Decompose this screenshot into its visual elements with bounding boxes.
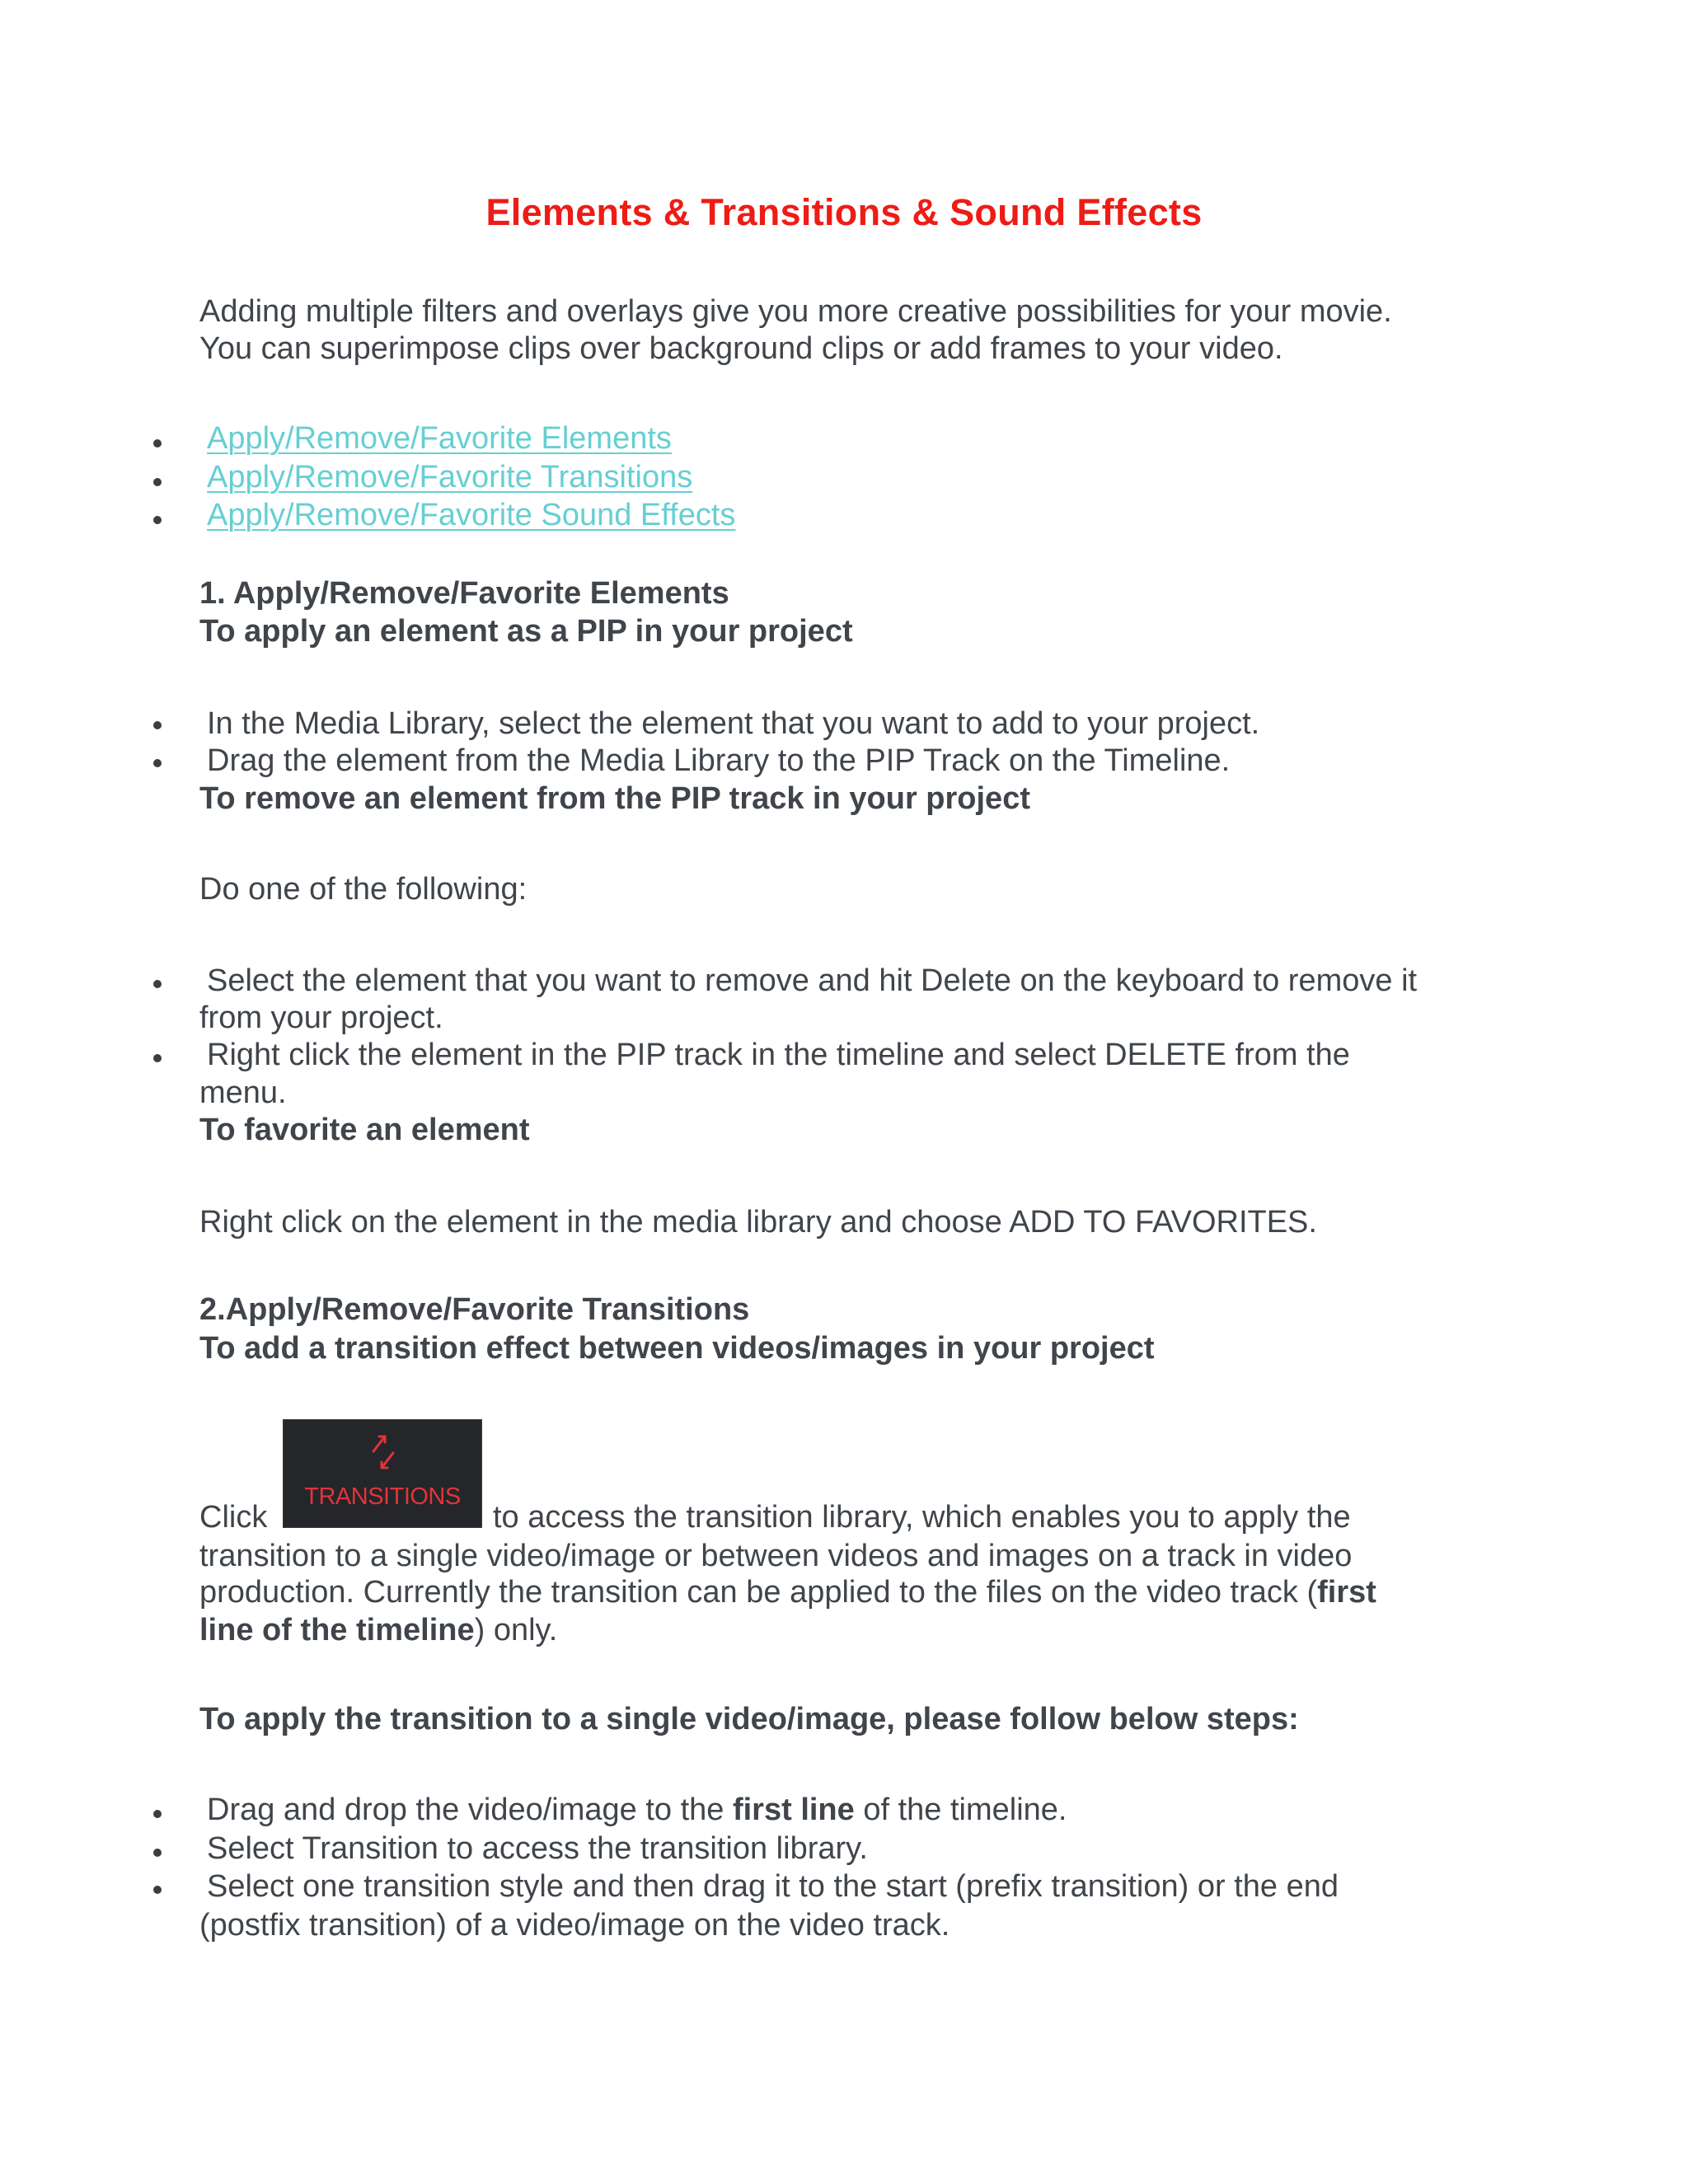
single-step-3-line-2: (postfix transition) of a video/image on the video track. [199,1908,950,1943]
bullet-dot [153,439,162,448]
bullet-dot [153,721,162,729]
toc-link-text[interactable]: Apply/Remove/Favorite Sound Effects [207,498,736,532]
intro-line-2: You can superimpose clips over background clips or add frames to your video. [199,331,1283,366]
remove-step-2-line-1: Right click the element in the PIP track in the timeline and select DELETE from the [207,1038,1350,1072]
bullet-dot [153,478,162,486]
section1-apply-heading: To apply an element as a PIP in your project [199,614,853,649]
section1-heading: 1. Apply/Remove/Favorite Elements [199,576,729,611]
apply-step-1: In the Media Library, select the element that you want to add to your project. [207,706,1260,741]
intro-line-1: Adding multiple filters and overlays give you more creative possibilities for your movie. [199,294,1392,329]
para-bold: first [1317,1575,1376,1610]
remove-intro: Do one of the following: [199,872,528,907]
bullet-dot [153,1054,162,1062]
click-label: Click [199,1500,268,1535]
bullet-dot [153,516,162,524]
favorite-text: Right click on the element in the media library and choose ADD TO FAVORITES. [199,1205,1317,1240]
bullet-dot [153,1810,162,1818]
single-step-3-line-1: Select one transition style and then drag it to the start (prefix transition) or the end [207,1869,1339,1904]
remove-step-1-line-2: from your project. [199,1001,443,1035]
single-step-2: Select Transition to access the transition library. [207,1831,868,1866]
para-text: production. Currently the transition can be applied to the files on the video track ( [199,1575,1318,1610]
para-text: ) only. [474,1613,558,1647]
click-rest: to access the transition library, which enables you to apply the [493,1500,1351,1535]
single-step-1 [207,1791,1067,1829]
favorite-heading: To favorite an element [199,1113,530,1147]
section2-heading: 2.Apply/Remove/Favorite Transitions [199,1292,750,1327]
para-bold: line of the timeline [199,1613,475,1647]
step-text: Drag and drop the video/image to the [207,1793,733,1827]
apply-step-2: Drag the element from the Media Library to the PIP Track on the Timeline. [207,743,1231,778]
swap-arrows-icon [367,1432,400,1473]
remove-heading: To remove an element from the PIP track in your project [199,781,1030,816]
toc-link-elements[interactable] [207,419,672,457]
bullet-dot [153,980,162,988]
page-title: Elements & Transitions & Sound Effects [485,191,1203,233]
remove-step-1-line-1: Select the element that you want to remove and hit Delete on the keyboard to remove it [207,963,1418,998]
transitions-button[interactable] [283,1419,482,1528]
toc-link-sound-effects[interactable] [207,496,735,534]
single-transition-heading: To apply the transition to a single video/image, please follow below steps: [199,1702,1299,1736]
remove-step-2-line-2: menu. [199,1076,287,1110]
transitions-button-label: TRANSITIONS [304,1483,461,1510]
transition-para-line-3 [199,1573,1376,1611]
bullet-dot [153,759,162,767]
transition-para-line-2: transition to a single video/image or between videos and images on a track in video [199,1539,1353,1573]
section2-add-heading: To add a transition effect between videos/images in your project [199,1331,1155,1366]
toc-link-text[interactable]: Apply/Remove/Favorite Transitions [207,460,693,494]
step-bold: first line [732,1793,855,1827]
toc-link-transitions[interactable] [207,458,692,496]
transition-para-line-4 [199,1611,557,1649]
bullet-dot [153,1849,162,1857]
toc-link-text[interactable]: Apply/Remove/Favorite Elements [207,421,672,456]
step-text: of the timeline. [854,1793,1067,1827]
bullet-dot [153,1886,162,1894]
